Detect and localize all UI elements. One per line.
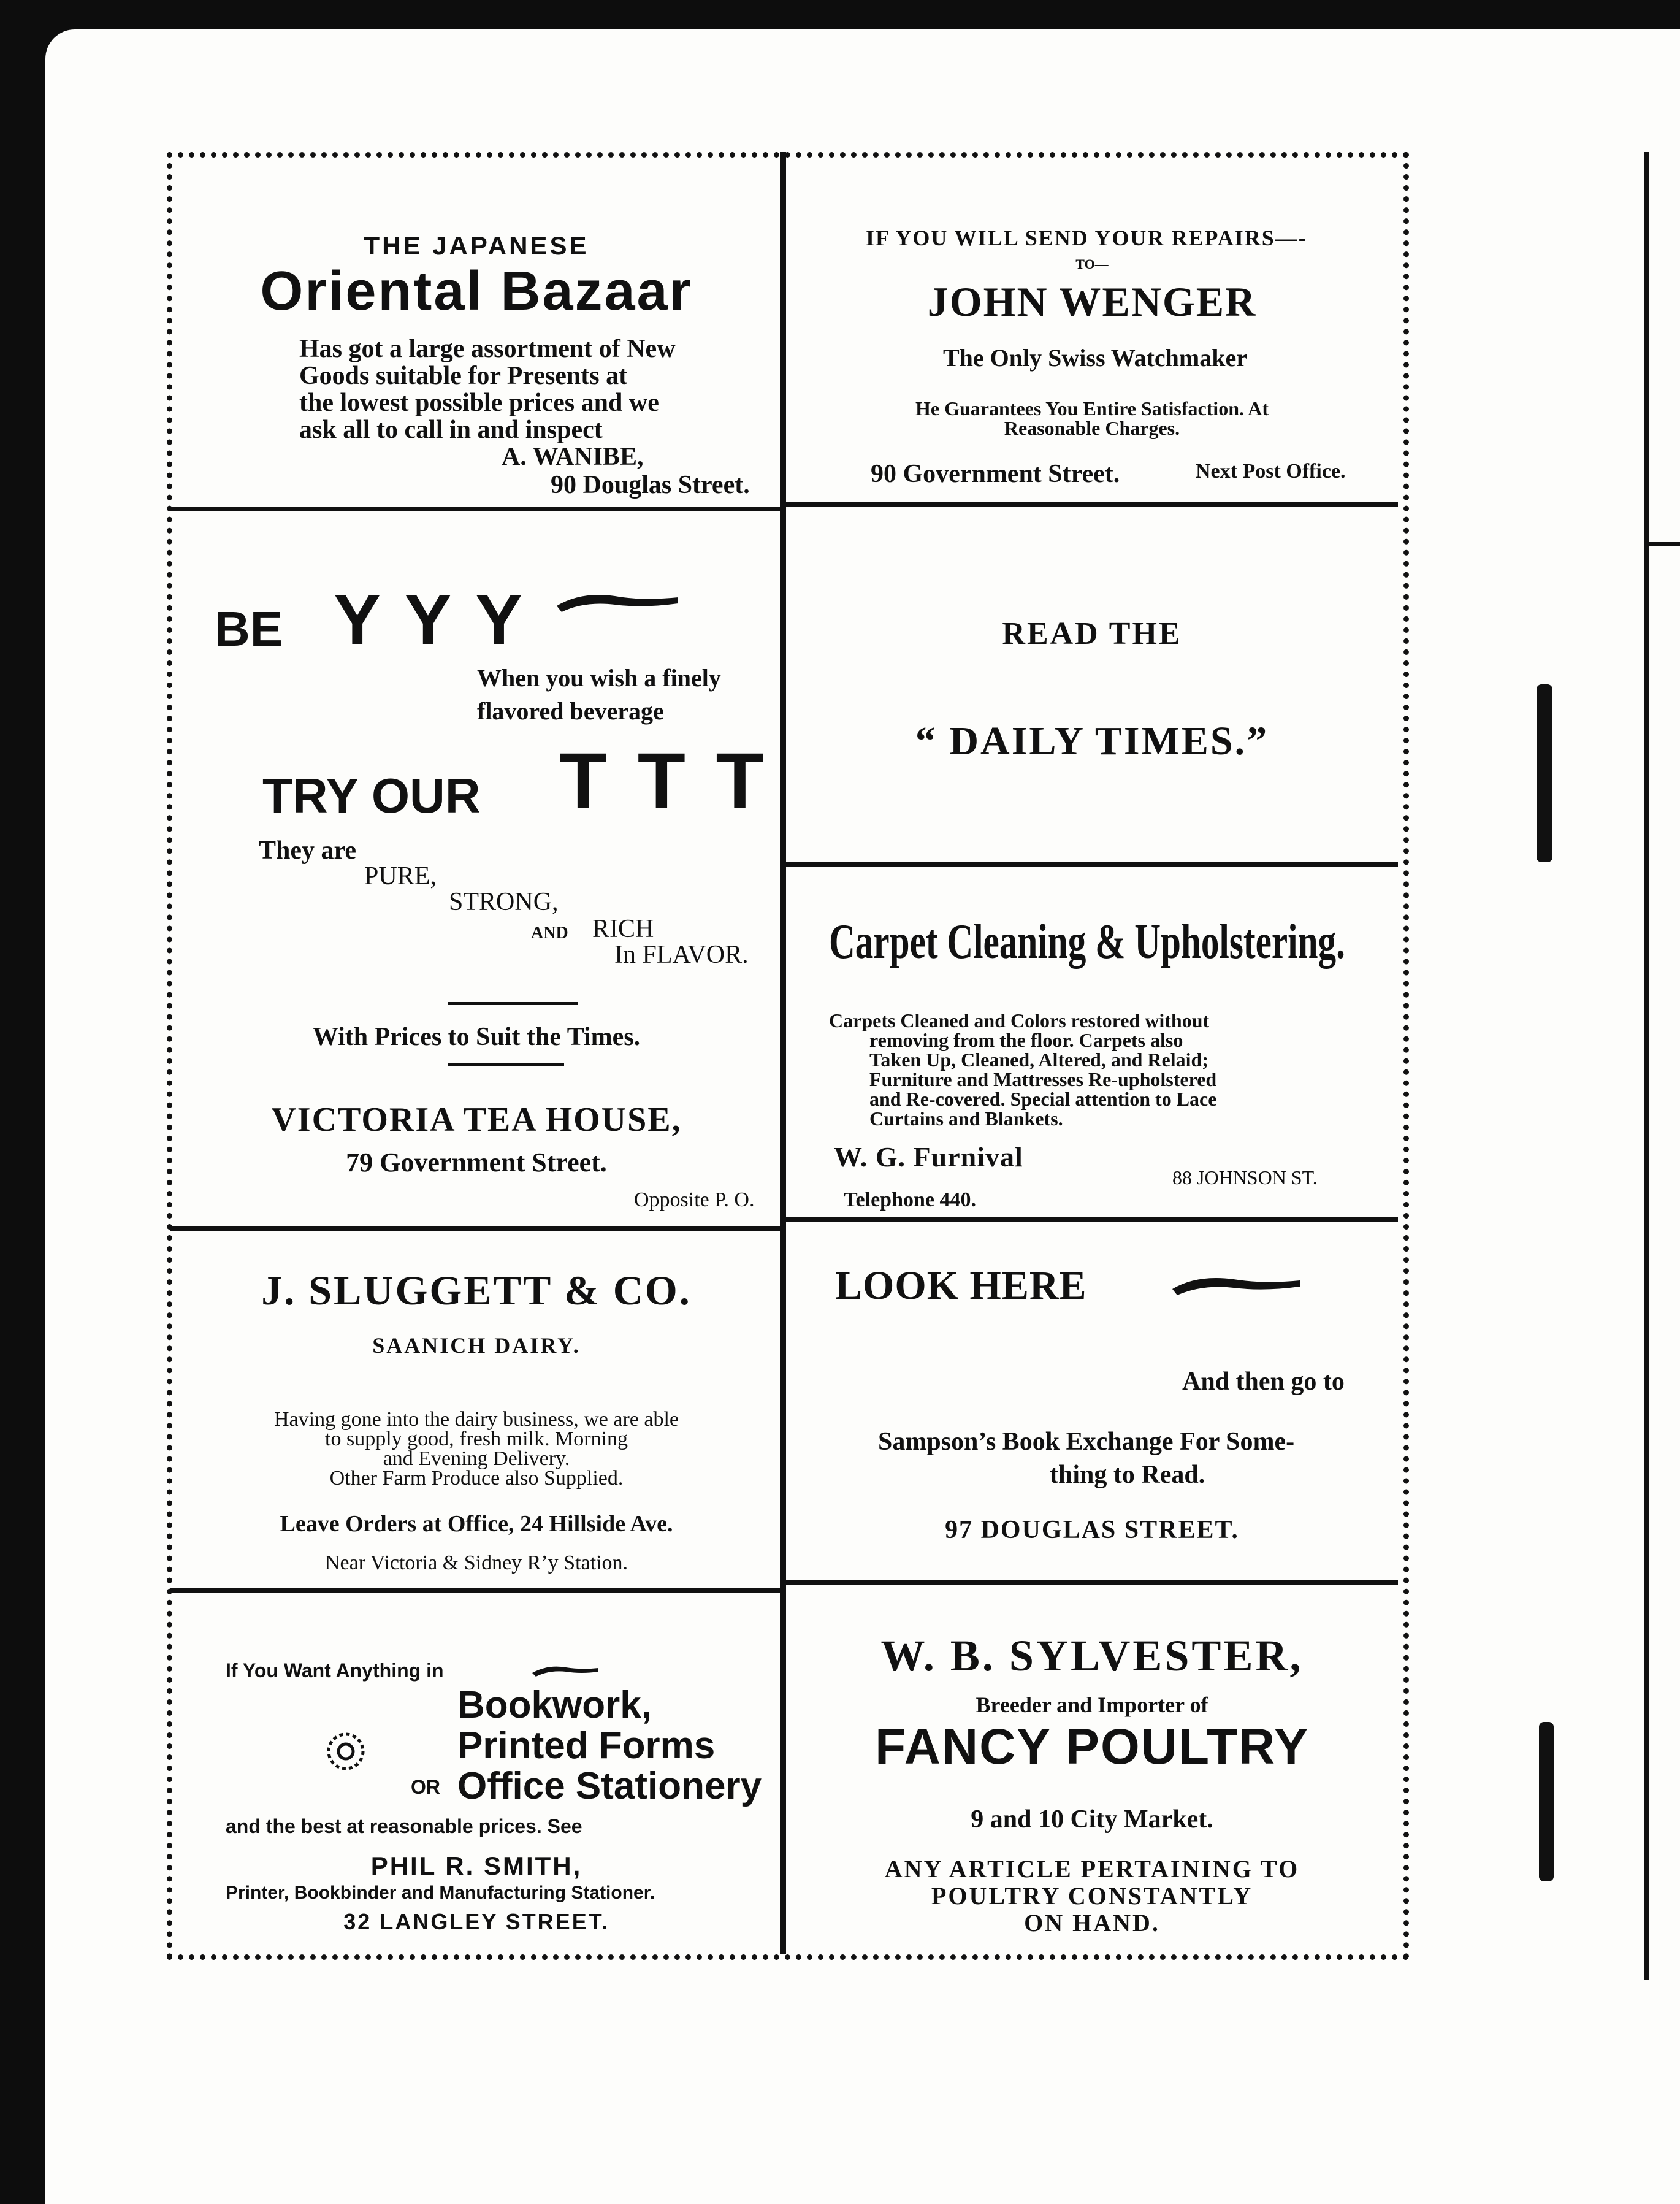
ad-subtitle: SAANICH DAIRY.	[372, 1333, 581, 1358]
ad-address: 9 and 10 City Market.	[971, 1805, 1213, 1834]
ad-body-line: the lowest possible prices and we	[299, 389, 659, 417]
ad-address: 79 Government Street.	[346, 1147, 607, 1177]
ad-body-line: and Evening Delivery.	[383, 1447, 570, 1470]
ad-body-line: Taken Up, Cleaned, Altered, and Relaid;	[869, 1049, 1208, 1071]
ad-oriental-bazaar	[173, 158, 780, 507]
ad-address: 90 Douglas Street.	[551, 471, 750, 499]
pointing-flourish-icon	[532, 1662, 600, 1680]
ad-subtitle: Breeder and Importer of	[976, 1693, 1208, 1717]
ad-body-line: Having gone into the dairy business, we are able	[274, 1408, 679, 1431]
ad-body-line: ON HAND.	[1024, 1909, 1160, 1937]
facing-page-rule	[1644, 152, 1649, 1980]
ad-body-line: flavored beverage	[477, 697, 664, 725]
ad-address-note: Near Victoria & Sidney R’y Station.	[324, 1552, 628, 1574]
ad-intro: IF YOU WILL SEND YOUR REPAIRS—-	[866, 226, 1307, 250]
ad-body-line: And then go to	[1182, 1368, 1345, 1396]
ad-body-line: With Prices to Suit the Times.	[312, 1023, 641, 1051]
divider-rule	[448, 1002, 578, 1005]
grid-divider-row-2-right	[785, 862, 1398, 867]
ad-carpet-cleaning	[786, 867, 1398, 1217]
ad-body-line: RICH	[592, 915, 654, 943]
ad-title: FANCY POULTRY	[875, 1719, 1309, 1775]
newspaper-page	[45, 29, 1680, 2204]
grid-divider-row-3-right	[785, 1217, 1398, 1222]
ad-connector: TO—	[1075, 256, 1109, 272]
ad-title: W. B. SYLVESTER,	[880, 1631, 1304, 1680]
ad-title: J. SLUGGETT & CO.	[261, 1267, 692, 1314]
ad-small-caps: AND	[531, 924, 568, 943]
grid-divider-row-1-right	[785, 502, 1398, 507]
ad-small-caps: OR	[411, 1776, 440, 1798]
ad-body-line: Printer, Bookbinder and Manufacturing Stationer.	[226, 1883, 655, 1903]
ad-body-line: PURE,	[364, 862, 437, 890]
ad-body-line: removing from the floor. Carpets also	[869, 1029, 1183, 1051]
ad-john-wenger	[786, 158, 1398, 502]
ad-daily-times	[786, 507, 1398, 862]
ad-title: LOOK HERE	[835, 1263, 1087, 1308]
grid-divider-row-3-left	[170, 1226, 781, 1231]
ad-intro: If You Want Anything in	[226, 1659, 444, 1682]
ad-body-line: They are	[259, 836, 357, 865]
grid-divider-row-4-left	[170, 1588, 781, 1593]
grid-divider-vertical	[780, 152, 786, 1954]
facing-page-rule-tick	[1644, 542, 1680, 546]
grid-divider-row-1-left	[170, 507, 781, 511]
ad-phil-smith-printer	[173, 1593, 780, 1949]
ad-body-line: Sampson’s Book Exchange For Some-	[878, 1428, 1295, 1456]
ad-title: Carpet Cleaning & Upholstering.	[829, 915, 1345, 969]
ad-sylvester-poultry	[786, 1585, 1398, 1949]
ad-subtitle: The Only Swiss Watchmaker	[943, 344, 1247, 372]
ad-address: 97 DOUGLAS STREET.	[945, 1516, 1239, 1544]
ad-try-our: TRY OUR	[262, 768, 481, 823]
margin-mark	[1539, 1722, 1554, 1881]
ad-body-line: ask all to call in and inspect	[299, 416, 603, 444]
ad-body-line: to supply good, fresh milk. Morning	[325, 1428, 628, 1450]
ad-address: 88 JOHNSON ST.	[1172, 1166, 1318, 1188]
ad-body-line: Has got a large assortment of New	[299, 335, 676, 363]
ad-title: Office Stationery	[457, 1765, 762, 1807]
ad-body-line: Reasonable Charges.	[1004, 417, 1180, 439]
grid-divider-row-4-right	[785, 1580, 1398, 1585]
ad-body-line: and the best at reasonable prices. See	[226, 1815, 582, 1837]
ad-title: “ DAILY TIMES.”	[915, 719, 1269, 763]
ad-body-line: Curtains and Blankets.	[869, 1108, 1063, 1130]
ad-body-line: Other Farm Produce also Supplied.	[329, 1467, 624, 1490]
ad-be: BE	[215, 602, 283, 656]
ad-kicker: READ THE	[1002, 616, 1182, 651]
ad-body-line: In FLAVOR.	[614, 941, 749, 969]
ad-proprietor: A. WANIBE,	[502, 443, 644, 471]
ad-yyy: Y Y Y	[334, 580, 523, 659]
ad-body-line: STRONG,	[449, 888, 559, 916]
ad-proprietor: PHIL R. SMITH,	[370, 1851, 582, 1880]
pointing-flourish-icon	[557, 589, 679, 619]
margin-mark	[1537, 684, 1552, 862]
ad-body-line: When you wish a finely	[477, 664, 721, 692]
ad-ttt: T T T	[559, 737, 764, 825]
ad-title: VICTORIA TEA HOUSE,	[271, 1101, 682, 1139]
rosette-ornament-icon	[326, 1732, 365, 1771]
ad-address-note: Next Post Office.	[1196, 460, 1346, 483]
ad-victoria-tea-house	[173, 511, 780, 1226]
ad-address: 32 LANGLEY STREET.	[343, 1909, 609, 1934]
ad-sluggett-dairy	[173, 1231, 780, 1588]
divider-rule	[448, 1063, 564, 1066]
ad-phone: Telephone 440.	[844, 1188, 977, 1211]
ad-body-line: ANY ARTICLE PERTAINING TO	[884, 1855, 1300, 1883]
ad-address: Leave Orders at Office, 24 Hillside Ave.	[280, 1511, 673, 1537]
ad-body-line: Furniture and Mattresses Re-upholstered	[869, 1068, 1217, 1090]
pointing-flourish-icon	[1172, 1271, 1301, 1301]
ad-title: Printed Forms	[457, 1724, 716, 1767]
ad-body-line: thing to Read.	[1050, 1461, 1205, 1489]
ad-address-note: Opposite P. O.	[634, 1188, 755, 1211]
ad-address: 90 Government Street.	[871, 460, 1120, 488]
ad-title: Bookwork,	[457, 1684, 652, 1726]
ad-body-line: and Re-covered. Special attention to Lace	[869, 1088, 1217, 1110]
ad-look-here	[786, 1222, 1398, 1580]
ad-kicker: THE JAPANESE	[364, 231, 589, 260]
ad-body-line: Goods suitable for Presents at	[299, 362, 628, 390]
ad-proprietor: W. G. Furnival	[834, 1141, 1023, 1173]
ad-body-line: POULTRY CONSTANTLY	[931, 1882, 1253, 1910]
ad-title: JOHN WENGER	[927, 278, 1257, 325]
ad-body-line: Carpets Cleaned and Colors restored without	[829, 1009, 1210, 1031]
ad-body-line: He Guarantees You Entire Satisfaction. At	[915, 397, 1269, 419]
ad-title: Oriental Bazaar	[260, 261, 693, 322]
